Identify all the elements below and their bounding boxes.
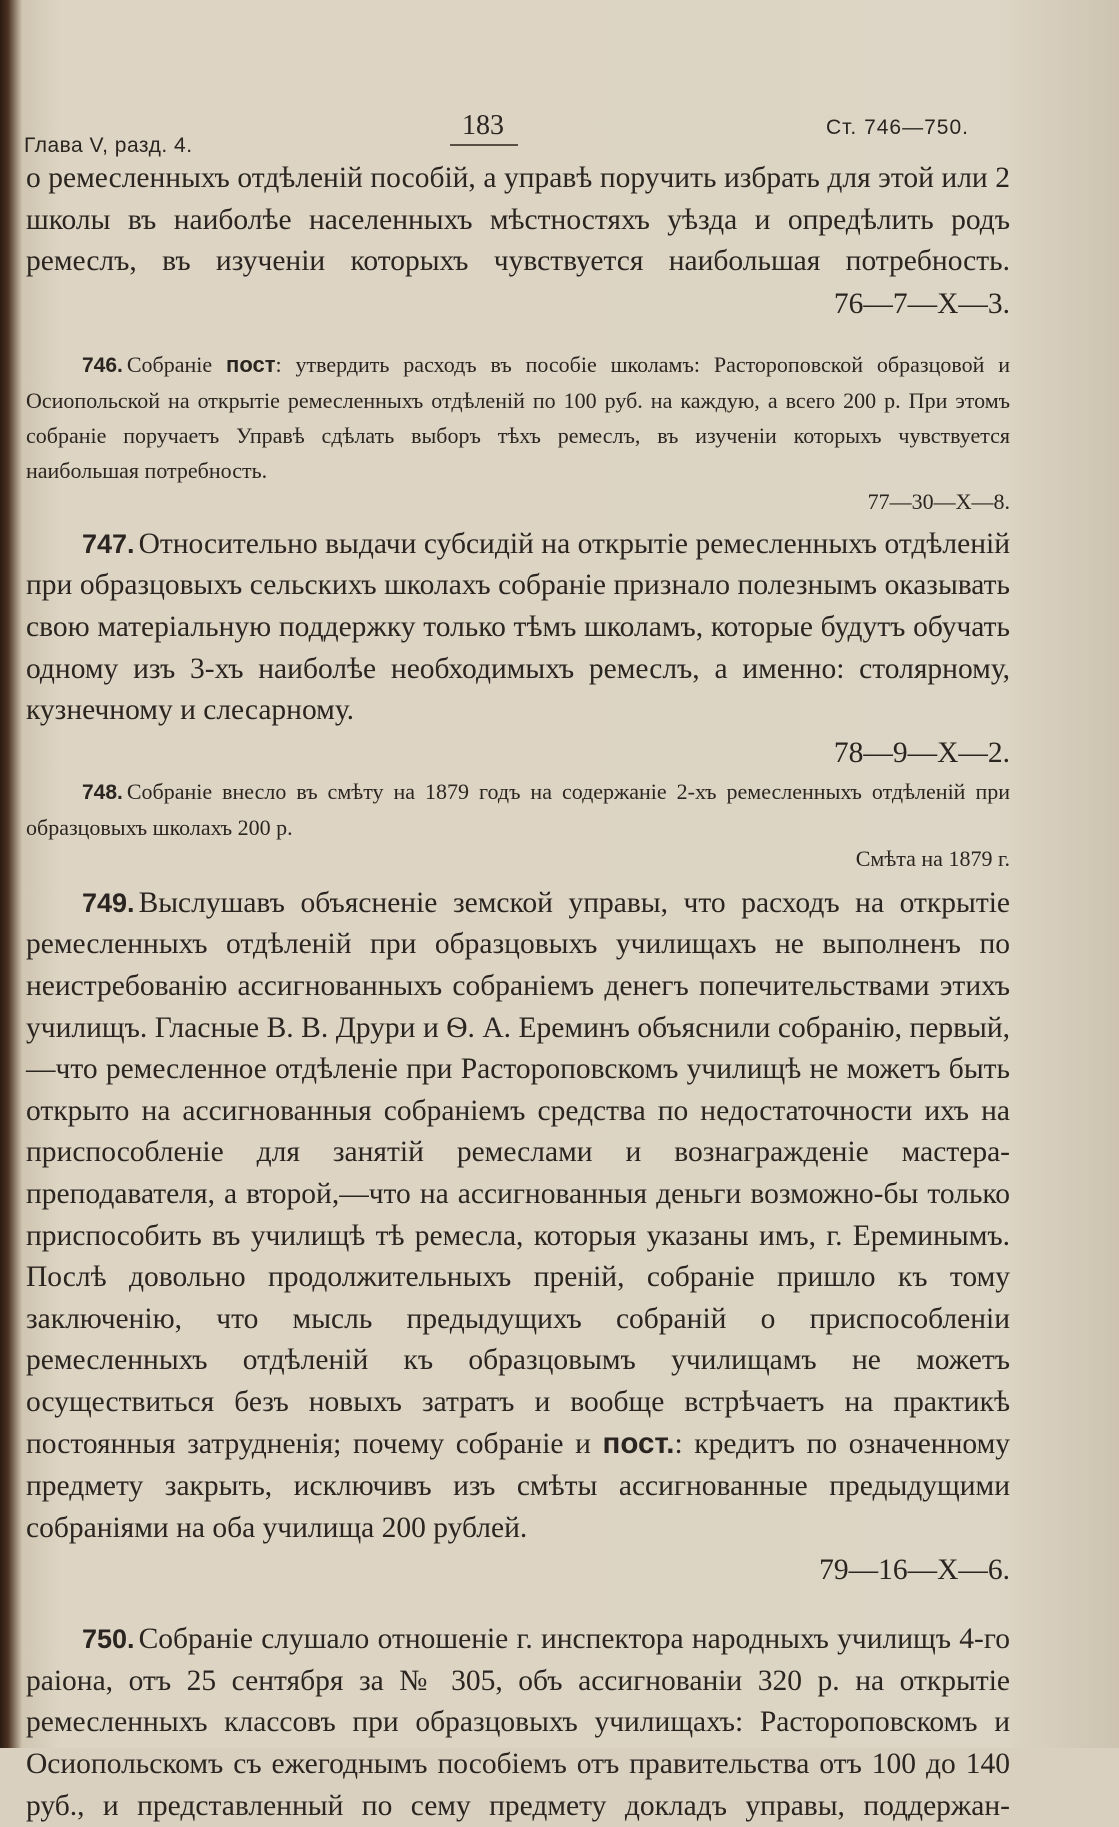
page-number-rule — [450, 144, 518, 146]
article-747-number: 747. — [82, 528, 135, 559]
article-748-reference: Смѣта на 1879 г. — [855, 845, 1010, 871]
article-750 — [26, 1619, 1010, 1827]
article-747-text: Относительно выдачи субсидій на открытіе ремесленныхъ отдѣленій при образцовыхъ сельскихъ школахъ собраніе признало полезнымъ оказывать свою матеріальную поддержку только тѣмъ школамъ, которые будутъ обучать одному изъ 3-хъ наиболѣе необходимыхъ ремеслъ, а именно: столярному, кузнечному и слесарному. — [26, 527, 1010, 727]
article-749-number: 749. — [82, 887, 135, 918]
page-number: 183 — [462, 110, 504, 141]
intro-paragraph — [26, 158, 1010, 283]
article-747 — [26, 524, 1010, 732]
article-749-text-a: Выслушавъ объясненіе земской управы, что расходъ на открытіе ремесленныхъ отдѣленій при образцовыхъ училищахъ не выполненъ по неистребованію ассигнованныхъ собраніемъ денегъ попечительствами этихъ училищъ. Гласные В. В. Друри и Ѳ. А. Ереминъ объяснили собранію, первый,—что ремесленное отдѣленіе при Растороповскомъ училищѣ не можетъ быть открыто на ассигнованныя собраніемъ средства по недостаточности ихъ на приспособленіе для занятій ремеслами и вознагражденіе мастера-преподавателя, а второй,—что на ассигнованныя деньги возможно-бы только приспособить въ училищѣ тѣ ремесла, которыя указаны имъ, г. Ереминымъ. Послѣ довольно продолжительныхъ преній, собраніе пришло къ тому заключенію, что мысль предыдущихъ собраній о приспособленіи ремесленныхъ отдѣленій къ образцовымъ училищамъ не можетъ осуществиться безъ новыхъ затратъ и вообще встрѣчаетъ на практикѣ постоянныя затрудненія; почему собраніе и — [26, 886, 1010, 1461]
article-748-text: Собраніе внесло въ смѣту на 1879 годъ на содержаніе 2-хъ ремесленныхъ отдѣленій при образцовыхъ школахъ 200 р. — [26, 778, 1010, 840]
chapter-label: Глава V, разд. 4. — [24, 134, 193, 157]
intro-reference: 76—7—X—3. — [833, 287, 1010, 320]
articles-range: Ст. 746—750. — [825, 116, 969, 139]
article-746-text-a: Собраніе — [126, 351, 213, 377]
article-749-text-b: : кредитъ по означенному предмету закрыть, исключивъ изъ смѣты ассигнованные предыдущими собраніями на оба училища 200 рублей. — [26, 1428, 1010, 1544]
intro-text: о ремесленныхъ отдѣленій пособій, а управѣ поручить избрать для этой или 2 школы въ наиболѣе населенныхъ мѣстностяхъ уѣзда и опредѣлить родъ ремеслъ, въ изученіи которыхъ чувствуется наибольшая потребность. — [26, 162, 1010, 278]
article-747-reference: 78—9—X—2. — [833, 736, 1010, 769]
article-746 — [26, 347, 1010, 488]
article-749-reference: 79—16—X—6. — [819, 1554, 1010, 1587]
article-746-reference: 77—30—X—8. — [867, 488, 1010, 514]
article-749-decree: пост. — [602, 1427, 675, 1461]
article-750-number: 750. — [82, 1624, 135, 1655]
page-body — [26, 158, 1010, 1827]
article-746-text-b: : утвердить расходъ въ пособіе школамъ: Растороповской образцовой и Осиопольской на открытіе ремесленныхъ отдѣленій по 100 руб. на каждую, а всего 200 р. При этомъ собраніе поручаетъ Управѣ сдѣлать выборъ тѣхъ ремеслъ, въ изученіи которыхъ чувствуется наибольшая потребность. — [26, 351, 1010, 483]
article-748-number: 748. — [82, 780, 123, 804]
article-749 — [26, 883, 1010, 1550]
article-748 — [26, 774, 1010, 845]
article-746-number: 746. — [82, 353, 123, 377]
article-750-text: Собраніе слушало отношеніе г. инспектора народныхъ училищъ 4-го раіона, отъ 25 сентября за № 305, объ ассигнованіи 320 р. на открытіе ремесленныхъ классовъ при образцовыхъ училищахъ: Растороповскомъ и Осиопольскомъ съ ежегоднымъ пособіемъ отъ правительства отъ 100 до 140 руб., и представленный по сему предмету докладъ управы, поддержан- — [26, 1623, 1010, 1822]
article-746-decree: пост — [226, 351, 276, 377]
